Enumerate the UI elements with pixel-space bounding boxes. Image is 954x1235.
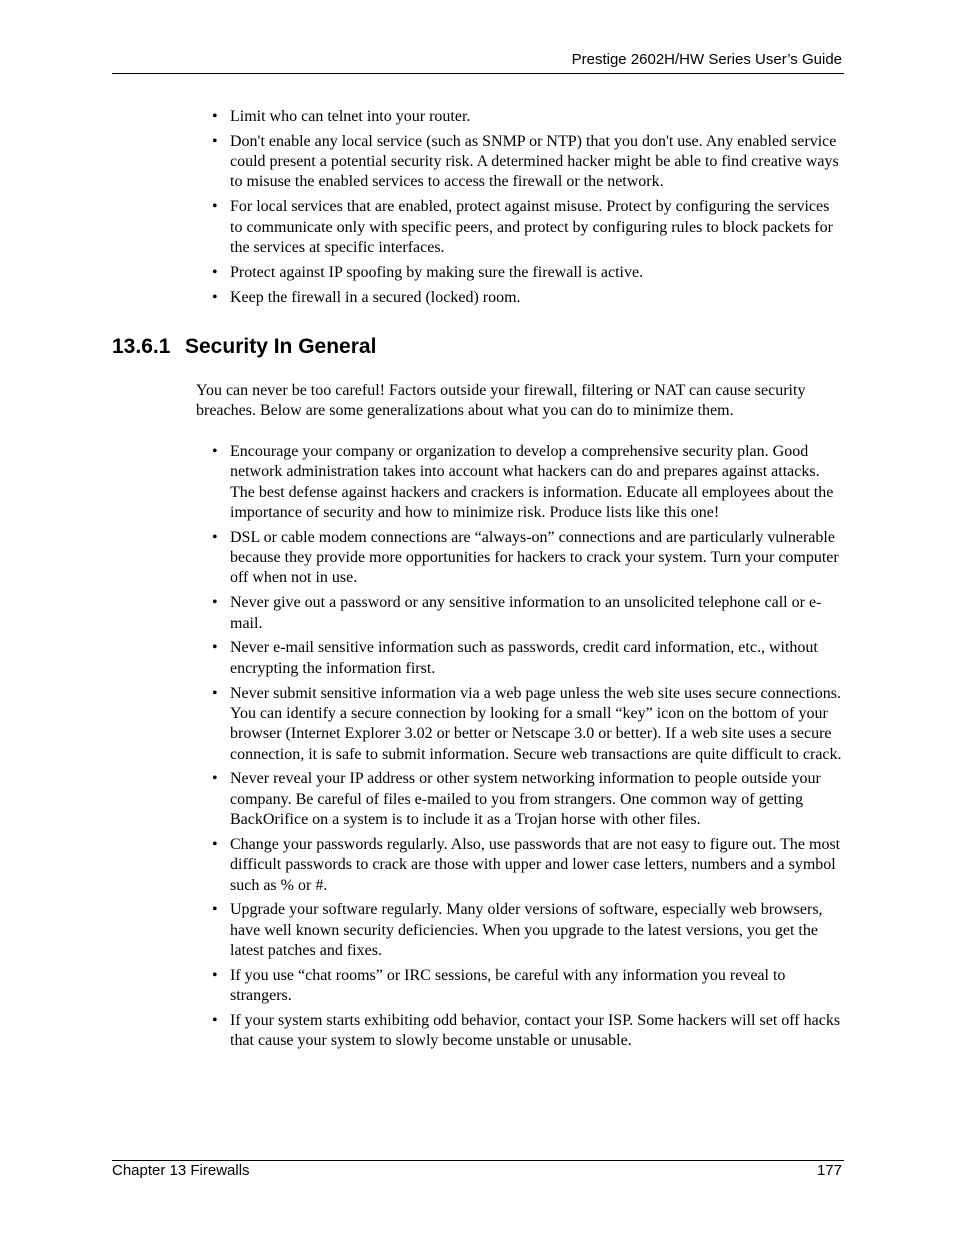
list-item: • DSL or cable modem connections are “always-on” connections and are particularly vulnerable because they provide more opportunities for hackers to crack your system. Turn your computer off when not in use.: [212, 528, 842, 589]
section-number: 13.6.1: [112, 335, 171, 358]
security-bullet-list: [212, 442, 842, 1056]
list-item: • Protect against IP spoofing by making sure the firewall is active.: [212, 263, 842, 283]
list-item: • Change your passwords regularly. Also, use passwords that are not easy to figure out. The most difficult passwords to crack are those with upper and lower case letters, numbers and a symbol such as % or #.: [212, 835, 842, 896]
top-bullet-list: [212, 107, 842, 313]
footer-rule: [112, 1160, 844, 1161]
list-item: • If your system starts exhibiting odd behavior, contact your ISP. Some hackers will set off hacks that cause your system to slowly become unstable or unusable.: [212, 1011, 842, 1052]
list-item: • Encourage your company or organization to develop a comprehensive security plan. Good network administration takes into account what hackers can do and prepares against attacks. The best defense against hackers and crackers is information. Educate all employees about the importance of security and how to minimize risk. Produce lists like this one!: [212, 442, 842, 523]
list-item: • Never reveal your IP address or other system networking information to people outside your company. Be careful of files e-mailed to you from strangers. One common way of getting BackOrifice on a system is to include it as a Trojan horse with other files.: [212, 769, 842, 830]
list-item: • Never submit sensitive information via a web page unless the web site uses secure connections. You can identify a secure connection by looking for a small “key” icon on the bottom of your browser (Internet Explorer 3.02 or better or Netscape 3.0 or better). If a web site uses a secure connection, it is safe to submit information. Secure web transactions are quite difficult to crack.: [212, 684, 842, 765]
section-heading: [112, 334, 376, 360]
header-rule: [112, 73, 844, 74]
list-item: • Limit who can telnet into your router.: [212, 107, 842, 127]
running-header: Prestige 2602H/HW Series User’s Guide: [571, 51, 842, 68]
section-intro: You can never be too careful! Factors outside your firewall, filtering or NAT can cause security breaches. Below are some generalizations about what you can do to minimize them.: [196, 382, 806, 420]
list-item: • For local services that are enabled, protect against misuse. Protect by configuring the services to communicate only with specific peers, and protect by configuring rules to block packets for the services at specific interfaces.: [212, 197, 842, 258]
footer-chapter: Chapter 13 Firewalls: [112, 1162, 250, 1179]
section-title: Security In General: [185, 335, 377, 358]
list-item: • If you use “chat rooms” or IRC sessions, be careful with any information you reveal to strangers.: [212, 966, 842, 1007]
list-item: • Never give out a password or any sensitive information to an unsolicited telephone call or e-mail.: [212, 593, 842, 634]
list-item: • Upgrade your software regularly. Many older versions of software, especially web browsers, have well known security deficiencies. When you upgrade to the latest versions, you get the latest patches and fixes.: [212, 900, 842, 961]
page-number: 177: [816, 1162, 842, 1179]
list-item: • Don't enable any local service (such as SNMP or NTP) that you don't use. Any enabled service could present a potential security risk. A determined hacker might be able to find creative ways to misuse the enabled services to access the firewall or the network.: [212, 132, 842, 193]
list-item: • Never e-mail sensitive information such as passwords, credit card information, etc., without encrypting the information first.: [212, 638, 842, 679]
list-item: • Keep the firewall in a secured (locked) room.: [212, 288, 842, 308]
